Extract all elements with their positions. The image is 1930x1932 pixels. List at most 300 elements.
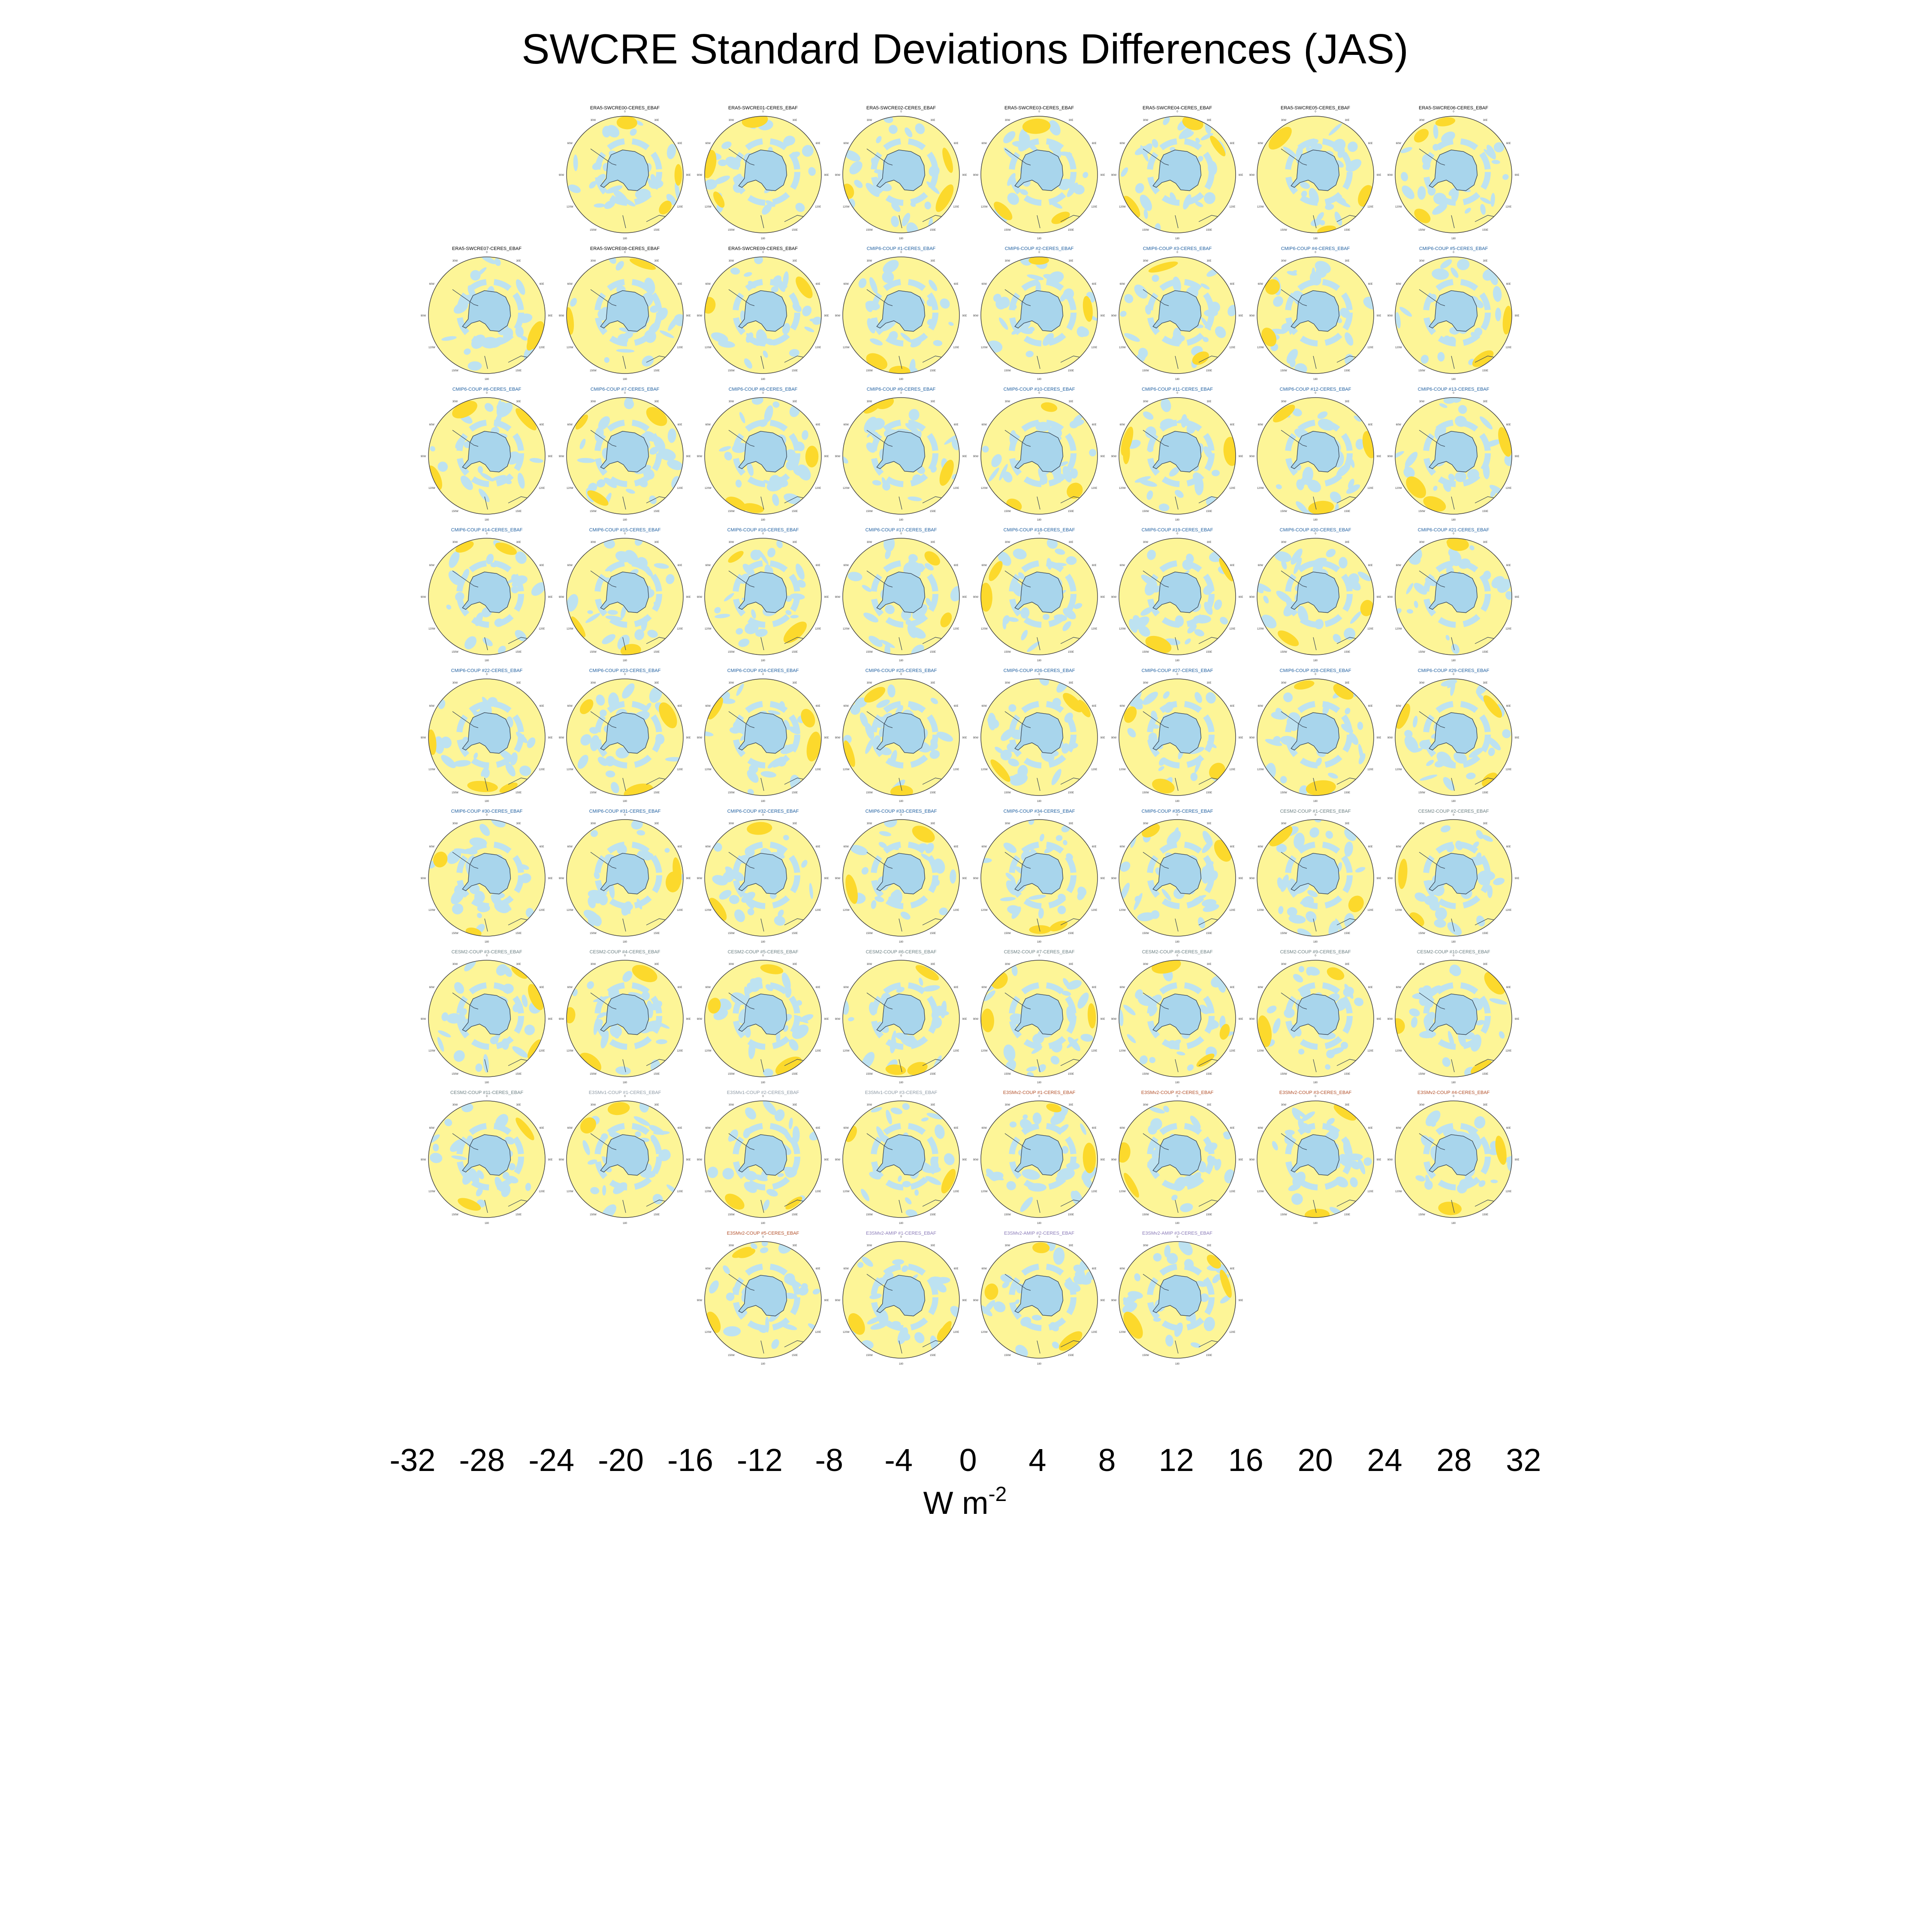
longitude-tick-label: 120W xyxy=(1395,628,1402,630)
colorbar-tick-label: 32 xyxy=(1506,1442,1541,1478)
longitude-tick-label: 60W xyxy=(981,986,987,989)
longitude-tick-label: 30W xyxy=(866,119,872,122)
longitude-tick-label: 60E xyxy=(677,424,682,426)
longitude-tick-label: 150W xyxy=(728,229,735,232)
longitude-tick-label: 150W xyxy=(1418,651,1425,654)
longitude-tick-label: 30W xyxy=(1143,963,1149,966)
longitude-tick-label: 60E xyxy=(1368,1127,1373,1130)
longitude-tick-label: 150W xyxy=(1004,510,1011,513)
longitude-tick-label: 120W xyxy=(1119,206,1126,208)
longitude-tick-label: 30W xyxy=(452,1103,458,1106)
longitude-tick-label: 150E xyxy=(791,229,798,232)
longitude-tick-label: 90E xyxy=(1238,737,1243,739)
longitude-tick-label: 150E xyxy=(1068,792,1074,795)
longitude-tick-label: 30E xyxy=(1483,541,1488,544)
longitude-tick-label: 150E xyxy=(791,1214,798,1217)
panel-title: E3SMv2-COUP #1-CERES_EBAF xyxy=(1003,1090,1076,1095)
longitude-tick-label: 180 xyxy=(484,1082,489,1084)
longitude-tick-label: 60W xyxy=(429,705,434,708)
longitude-tick-label: 60W xyxy=(981,1127,987,1130)
panel-title: E3SMv1-COUP #1-CERES_EBAF xyxy=(588,1090,661,1095)
longitude-tick-label: 120E xyxy=(953,1331,959,1334)
longitude-tick-label: 30W xyxy=(590,259,596,262)
longitude-tick-label: 30E xyxy=(1483,1103,1488,1106)
longitude-tick-label: 90E xyxy=(1514,877,1520,880)
longitude-tick-label: 180 xyxy=(760,378,766,381)
longitude-tick-label: 60E xyxy=(1506,142,1511,145)
longitude-tick-label: 120W xyxy=(428,1050,435,1052)
longitude-tick-label: 150W xyxy=(1418,510,1425,513)
longitude-tick-label: 0 xyxy=(1176,1095,1178,1098)
longitude-tick-label: 30E xyxy=(516,541,521,544)
longitude-tick-label: 90W xyxy=(973,174,979,177)
longitude-tick-label: 90E xyxy=(1376,1018,1381,1021)
longitude-tick-label: 150E xyxy=(791,651,798,654)
longitude-tick-label: 60W xyxy=(705,424,711,426)
longitude-tick-label: 0 xyxy=(1315,111,1316,113)
longitude-tick-label: 60W xyxy=(1119,1127,1125,1130)
longitude-tick-label: 30W xyxy=(728,822,734,825)
longitude-tick-label: 30E xyxy=(1206,1244,1212,1247)
longitude-tick-label: 120E xyxy=(1229,1331,1236,1334)
longitude-tick-label: 90E xyxy=(686,877,691,880)
longitude-tick-label: 180 xyxy=(1313,660,1318,662)
longitude-tick-label: 120E xyxy=(1229,769,1236,771)
panel-title: E3SMv2-COUP #3-CERES_EBAF xyxy=(1279,1090,1352,1095)
longitude-tick-label: 180 xyxy=(1451,660,1456,662)
longitude-tick-label: 120E xyxy=(677,1191,683,1193)
longitude-tick-label: 0 xyxy=(1176,673,1178,676)
longitude-tick-label: 150E xyxy=(515,1073,522,1076)
longitude-tick-label: 90W xyxy=(835,174,841,177)
longitude-tick-label: 120E xyxy=(677,909,683,912)
panel-title: CMIP6-COUP #19-CERES_EBAF xyxy=(1141,527,1213,533)
longitude-tick-label: 90W xyxy=(697,877,703,880)
longitude-tick-label: 150E xyxy=(1344,792,1351,795)
longitude-tick-label: 0 xyxy=(762,533,764,535)
longitude-tick-label: 150W xyxy=(590,229,597,232)
longitude-tick-label: 180 xyxy=(1313,1082,1318,1084)
longitude-tick-label: 180 xyxy=(1451,378,1456,381)
longitude-tick-label: 60E xyxy=(815,1127,820,1130)
longitude-tick-label: 0 xyxy=(900,111,902,113)
longitude-tick-label: 0 xyxy=(900,814,902,817)
longitude-tick-label: 180 xyxy=(760,941,766,943)
longitude-tick-label: 150E xyxy=(653,651,660,654)
longitude-tick-label: 90W xyxy=(973,1018,979,1021)
panel-title: CMIP6-COUP #12-CERES_EBAF xyxy=(1279,387,1351,392)
longitude-tick-label: 60E xyxy=(953,705,959,708)
longitude-tick-label: 0 xyxy=(1176,251,1178,254)
longitude-tick-label: 90E xyxy=(962,1018,967,1021)
longitude-tick-label: 90W xyxy=(697,315,703,317)
longitude-tick-label: 90W xyxy=(973,1299,979,1302)
longitude-tick-label: 150W xyxy=(866,651,873,654)
longitude-tick-label: 30E xyxy=(930,822,935,825)
longitude-tick-label: 180 xyxy=(622,519,627,521)
longitude-tick-label: 90W xyxy=(420,455,426,458)
longitude-tick-label: 60E xyxy=(677,142,682,145)
longitude-tick-label: 150E xyxy=(515,651,522,654)
longitude-tick-label: 150E xyxy=(791,792,798,795)
longitude-tick-label: 90E xyxy=(1100,315,1105,317)
colorbar-tick-label: 4 xyxy=(1028,1442,1046,1478)
panel-title: CMIP6-COUP #18-CERES_EBAF xyxy=(1003,527,1075,533)
longitude-tick-label: 150E xyxy=(1482,792,1489,795)
longitude-tick-label: 90E xyxy=(962,596,967,599)
longitude-tick-label: 30E xyxy=(516,400,521,403)
longitude-tick-label: 120W xyxy=(704,1331,712,1334)
longitude-tick-label: 30E xyxy=(1483,963,1488,966)
longitude-tick-label: 150E xyxy=(653,932,660,935)
longitude-tick-label: 30W xyxy=(1419,119,1425,122)
longitude-tick-label: 60W xyxy=(705,846,711,848)
longitude-tick-label: 60E xyxy=(539,986,544,989)
longitude-tick-label: 120W xyxy=(980,628,988,630)
longitude-tick-label: 30E xyxy=(1345,400,1350,403)
longitude-tick-label: 150W xyxy=(1418,932,1425,935)
longitude-tick-label: 180 xyxy=(1037,1222,1042,1225)
longitude-tick-label: 90E xyxy=(1238,455,1243,458)
longitude-tick-label: 30E xyxy=(1345,822,1350,825)
longitude-tick-label: 180 xyxy=(760,238,766,240)
longitude-tick-label: 60W xyxy=(1119,705,1125,708)
longitude-tick-label: 60E xyxy=(815,986,820,989)
longitude-tick-label: 150W xyxy=(452,792,458,795)
longitude-tick-label: 0 xyxy=(1176,392,1178,395)
longitude-tick-label: 0 xyxy=(1038,1236,1040,1239)
longitude-tick-label: 120W xyxy=(428,347,435,349)
longitude-tick-label: 60W xyxy=(705,283,711,286)
panel-title: CESM2-COUP #8-CERES_EBAF xyxy=(1142,949,1213,955)
longitude-tick-label: 60W xyxy=(843,846,849,848)
panel-title: CMIP6-COUP #22-CERES_EBAF xyxy=(451,668,523,673)
longitude-tick-label: 90E xyxy=(1514,315,1520,317)
longitude-tick-label: 30E xyxy=(654,119,659,122)
longitude-tick-label: 180 xyxy=(1037,378,1042,381)
longitude-tick-label: 150W xyxy=(1142,1073,1149,1076)
longitude-tick-label: 120E xyxy=(815,628,821,630)
longitude-tick-label: 60W xyxy=(429,986,434,989)
longitude-tick-label: 150E xyxy=(1068,1214,1074,1217)
longitude-tick-label: 90W xyxy=(835,315,841,317)
longitude-tick-label: 90W xyxy=(1387,1159,1393,1161)
longitude-tick-label: 0 xyxy=(624,111,626,113)
panel-title: CMIP6-COUP #14-CERES_EBAF xyxy=(451,527,523,533)
longitude-tick-label: 60E xyxy=(1092,424,1097,426)
longitude-tick-label: 120W xyxy=(1257,1191,1264,1193)
longitude-tick-label: 180 xyxy=(760,1363,766,1365)
panel-title: CMIP6-COUP #20-CERES_EBAF xyxy=(1279,527,1351,533)
longitude-tick-label: 150W xyxy=(1418,1214,1425,1217)
longitude-tick-label: 90W xyxy=(973,737,979,739)
longitude-tick-label: 0 xyxy=(486,251,488,254)
longitude-tick-label: 180 xyxy=(899,519,904,521)
longitude-tick-label: 120E xyxy=(1367,1191,1374,1193)
longitude-tick-label: 90E xyxy=(962,1299,967,1302)
longitude-tick-label: 60W xyxy=(981,283,987,286)
longitude-tick-label: 60W xyxy=(843,1127,849,1130)
panel-title: CMIP6-COUP #5-CERES_EBAF xyxy=(1419,246,1488,251)
longitude-tick-label: 90W xyxy=(835,737,841,739)
panel-title: CMIP6-COUP #9-CERES_EBAF xyxy=(866,387,936,392)
panel-title: CMIP6-COUP #7-CERES_EBAF xyxy=(590,387,660,392)
colorbar-units-exponent: -2 xyxy=(988,1483,1007,1506)
longitude-tick-label: 120W xyxy=(704,1050,712,1052)
longitude-tick-label: 150E xyxy=(1068,1073,1074,1076)
longitude-tick-label: 150W xyxy=(728,510,735,513)
panel-title: CMIP6-COUP #10-CERES_EBAF xyxy=(1003,387,1075,392)
longitude-tick-label: 30E xyxy=(792,822,797,825)
longitude-tick-label: 60E xyxy=(1230,705,1235,708)
longitude-tick-label: 90W xyxy=(697,1299,703,1302)
longitude-tick-label: 180 xyxy=(484,660,489,662)
longitude-tick-label: 90W xyxy=(1111,596,1117,599)
longitude-tick-label: 90W xyxy=(1249,737,1255,739)
longitude-tick-label: 180 xyxy=(1175,1363,1180,1365)
longitude-tick-label: 90E xyxy=(962,1159,967,1161)
longitude-tick-label: 150E xyxy=(1206,651,1212,654)
longitude-tick-label: 120E xyxy=(1505,206,1512,208)
longitude-tick-label: 30E xyxy=(1345,681,1350,684)
longitude-tick-label: 150E xyxy=(653,1073,660,1076)
longitude-tick-label: 120W xyxy=(1119,1050,1126,1052)
longitude-tick-label: 30E xyxy=(516,1103,521,1106)
longitude-tick-label: 120E xyxy=(953,206,959,208)
longitude-tick-label: 90W xyxy=(420,596,426,599)
panel-title: CMIP6-COUP #17-CERES_EBAF xyxy=(865,527,937,533)
longitude-tick-label: 150W xyxy=(1142,792,1149,795)
longitude-tick-label: 150E xyxy=(1344,370,1351,373)
panel-title: CMIP6-COUP #28-CERES_EBAF xyxy=(1279,668,1351,673)
longitude-tick-label: 0 xyxy=(1453,814,1454,817)
longitude-tick-label: 150E xyxy=(1482,1214,1489,1217)
longitude-tick-label: 120W xyxy=(566,487,573,490)
longitude-tick-label: 30W xyxy=(866,681,872,684)
colorbar-tick-label: 8 xyxy=(1098,1442,1116,1478)
longitude-tick-label: 120W xyxy=(842,769,850,771)
longitude-tick-label: 180 xyxy=(622,941,627,943)
longitude-tick-label: 60E xyxy=(1368,283,1373,286)
longitude-tick-label: 0 xyxy=(1315,251,1316,254)
panel-title: CMIP6-COUP #34-CERES_EBAF xyxy=(1003,809,1075,814)
longitude-tick-label: 120E xyxy=(539,909,545,912)
longitude-tick-label: 60E xyxy=(1506,283,1511,286)
longitude-tick-label: 30E xyxy=(1483,119,1488,122)
longitude-tick-label: 120E xyxy=(539,628,545,630)
longitude-tick-label: 150W xyxy=(728,792,735,795)
longitude-tick-label: 90E xyxy=(962,315,967,317)
longitude-tick-label: 60E xyxy=(1230,283,1235,286)
longitude-tick-label: 60E xyxy=(953,564,959,567)
longitude-tick-label: 60E xyxy=(953,846,959,848)
longitude-tick-label: 30E xyxy=(1068,963,1074,966)
longitude-tick-label: 0 xyxy=(624,251,626,254)
longitude-tick-label: 60E xyxy=(1368,846,1373,848)
longitude-tick-label: 120W xyxy=(704,487,712,490)
longitude-tick-label: 150W xyxy=(866,932,873,935)
longitude-tick-label: 90W xyxy=(1387,455,1393,458)
longitude-tick-label: 90W xyxy=(697,596,703,599)
longitude-tick-label: 30E xyxy=(654,822,659,825)
longitude-tick-label: 30E xyxy=(792,963,797,966)
longitude-tick-label: 60W xyxy=(843,564,849,567)
longitude-tick-label: 90E xyxy=(1376,315,1381,317)
longitude-tick-label: 60W xyxy=(567,705,573,708)
longitude-tick-label: 90E xyxy=(1514,596,1520,599)
longitude-tick-label: 90W xyxy=(973,596,979,599)
longitude-tick-label: 30E xyxy=(516,259,521,262)
longitude-tick-label: 120W xyxy=(842,206,850,208)
panel-title: E3SMv2-COUP #5-CERES_EBAF xyxy=(727,1231,799,1236)
longitude-tick-label: 90W xyxy=(558,315,564,317)
longitude-tick-label: 90W xyxy=(420,315,426,317)
longitude-tick-label: 150W xyxy=(728,370,735,373)
figure-title: SWCRE Standard Deviations Differences (JAS) xyxy=(522,25,1408,72)
longitude-tick-label: 120E xyxy=(815,769,821,771)
longitude-tick-label: 120E xyxy=(1505,487,1512,490)
longitude-tick-label: 90W xyxy=(835,596,841,599)
longitude-tick-label: 90W xyxy=(697,1018,703,1021)
longitude-tick-label: 0 xyxy=(1315,955,1316,957)
longitude-tick-label: 30W xyxy=(590,681,596,684)
longitude-tick-label: 90W xyxy=(835,1018,841,1021)
longitude-tick-label: 180 xyxy=(1313,238,1318,240)
longitude-tick-label: 120E xyxy=(815,1191,821,1193)
longitude-tick-label: 150E xyxy=(1206,370,1212,373)
longitude-tick-label: 0 xyxy=(762,392,764,395)
longitude-tick-label: 90W xyxy=(558,1018,564,1021)
longitude-tick-label: 120W xyxy=(1257,347,1264,349)
longitude-tick-label: 60W xyxy=(567,283,573,286)
longitude-tick-label: 60W xyxy=(1119,424,1125,426)
longitude-tick-label: 150E xyxy=(929,510,936,513)
panel-title: CESM2-COUP #1-CERES_EBAF xyxy=(1280,809,1351,814)
longitude-tick-label: 0 xyxy=(486,955,488,957)
longitude-tick-label: 60E xyxy=(815,1268,820,1270)
panel-title: CMIP6-COUP #27-CERES_EBAF xyxy=(1141,668,1213,673)
longitude-tick-label: 180 xyxy=(1175,1222,1180,1225)
longitude-tick-label: 90W xyxy=(835,455,841,458)
longitude-tick-label: 120W xyxy=(842,487,850,490)
longitude-tick-label: 60E xyxy=(953,283,959,286)
longitude-tick-label: 90E xyxy=(1376,596,1381,599)
longitude-tick-label: 30W xyxy=(1004,681,1010,684)
longitude-tick-label: 150W xyxy=(1418,792,1425,795)
longitude-tick-label: 90W xyxy=(835,877,841,880)
longitude-tick-label: 90W xyxy=(420,877,426,880)
longitude-tick-label: 0 xyxy=(1038,1095,1040,1098)
longitude-tick-label: 90E xyxy=(1100,737,1105,739)
longitude-tick-label: 90W xyxy=(973,455,979,458)
longitude-tick-label: 60W xyxy=(1258,283,1263,286)
longitude-tick-label: 120E xyxy=(677,1050,683,1052)
longitude-tick-label: 30W xyxy=(590,963,596,966)
longitude-tick-label: 90W xyxy=(1111,455,1117,458)
longitude-tick-label: 90W xyxy=(973,877,979,880)
colorbar-tick-label: 20 xyxy=(1297,1442,1333,1478)
longitude-tick-label: 60W xyxy=(1258,1127,1263,1130)
longitude-tick-label: 120E xyxy=(953,487,959,490)
longitude-tick-label: 150E xyxy=(791,1073,798,1076)
panel-title: E3SMv2-AMIP #3-CERES_EBAF xyxy=(1142,1231,1212,1236)
longitude-tick-label: 30E xyxy=(792,541,797,544)
colorbar-units: W $m^{-2}$ xyxy=(923,1483,1007,1521)
longitude-tick-label: 30E xyxy=(1068,1244,1074,1247)
longitude-tick-label: 90W xyxy=(1111,1299,1117,1302)
longitude-tick-label: 30E xyxy=(1206,400,1212,403)
longitude-tick-label: 120E xyxy=(1505,1191,1512,1193)
longitude-tick-label: 30E xyxy=(1206,119,1212,122)
longitude-tick-label: 60W xyxy=(1119,1268,1125,1270)
longitude-tick-label: 90E xyxy=(548,455,553,458)
longitude-tick-label: 0 xyxy=(1453,955,1454,957)
longitude-tick-label: 150E xyxy=(515,1214,522,1217)
longitude-tick-label: 60W xyxy=(567,986,573,989)
longitude-tick-label: 90W xyxy=(558,455,564,458)
longitude-tick-label: 30E xyxy=(1206,259,1212,262)
longitude-tick-label: 120E xyxy=(539,1050,545,1052)
longitude-tick-label: 0 xyxy=(1453,251,1454,254)
longitude-tick-label: 120W xyxy=(428,1191,435,1193)
longitude-tick-label: 150E xyxy=(1206,792,1212,795)
longitude-tick-label: 90W xyxy=(1387,1018,1393,1021)
longitude-tick-label: 60E xyxy=(677,564,682,567)
longitude-tick-label: 30E xyxy=(792,1244,797,1247)
longitude-tick-label: 120E xyxy=(815,206,821,208)
panel-title: ERA5-SWCRE09-CERES_EBAF xyxy=(728,246,798,251)
longitude-tick-label: 0 xyxy=(1038,673,1040,676)
longitude-tick-label: 120W xyxy=(704,206,712,208)
longitude-tick-label: 30W xyxy=(728,541,734,544)
longitude-tick-label: 0 xyxy=(486,1095,488,1098)
longitude-tick-label: 90W xyxy=(558,596,564,599)
longitude-tick-label: 120E xyxy=(1505,909,1512,912)
longitude-tick-label: 120W xyxy=(1257,628,1264,630)
longitude-tick-label: 90E xyxy=(824,1299,829,1302)
longitude-tick-label: 120E xyxy=(539,769,545,771)
longitude-tick-label: 180 xyxy=(1313,519,1318,521)
longitude-tick-label: 120E xyxy=(815,909,821,912)
longitude-tick-label: 0 xyxy=(1315,533,1316,535)
longitude-tick-label: 0 xyxy=(762,111,764,113)
longitude-tick-label: 150E xyxy=(791,932,798,935)
longitude-tick-label: 0 xyxy=(1176,955,1178,957)
longitude-tick-label: 120E xyxy=(953,1050,959,1052)
longitude-tick-label: 60E xyxy=(1368,705,1373,708)
longitude-tick-label: 150E xyxy=(791,370,798,373)
longitude-tick-label: 180 xyxy=(1451,1082,1456,1084)
longitude-tick-label: 90E xyxy=(1376,174,1381,177)
longitude-tick-label: 0 xyxy=(900,673,902,676)
longitude-tick-label: 90E xyxy=(1376,737,1381,739)
longitude-tick-label: 60W xyxy=(705,142,711,145)
longitude-tick-label: 60W xyxy=(705,1268,711,1270)
longitude-tick-label: 30E xyxy=(1483,259,1488,262)
longitude-tick-label: 120W xyxy=(428,487,435,490)
longitude-tick-label: 180 xyxy=(899,1082,904,1084)
longitude-tick-label: 60W xyxy=(843,142,849,145)
colorbar-tick-label: -4 xyxy=(884,1442,913,1478)
longitude-tick-label: 150W xyxy=(866,792,873,795)
longitude-tick-label: 30W xyxy=(728,1103,734,1106)
longitude-tick-label: 120W xyxy=(842,1191,850,1193)
longitude-tick-label: 60E xyxy=(677,986,682,989)
colorbar-tick-label: -12 xyxy=(736,1442,783,1478)
panel-title: CESM2-COUP #2-CERES_EBAF xyxy=(1418,809,1489,814)
longitude-tick-label: 30E xyxy=(930,259,935,262)
longitude-tick-label: 30W xyxy=(1004,541,1010,544)
